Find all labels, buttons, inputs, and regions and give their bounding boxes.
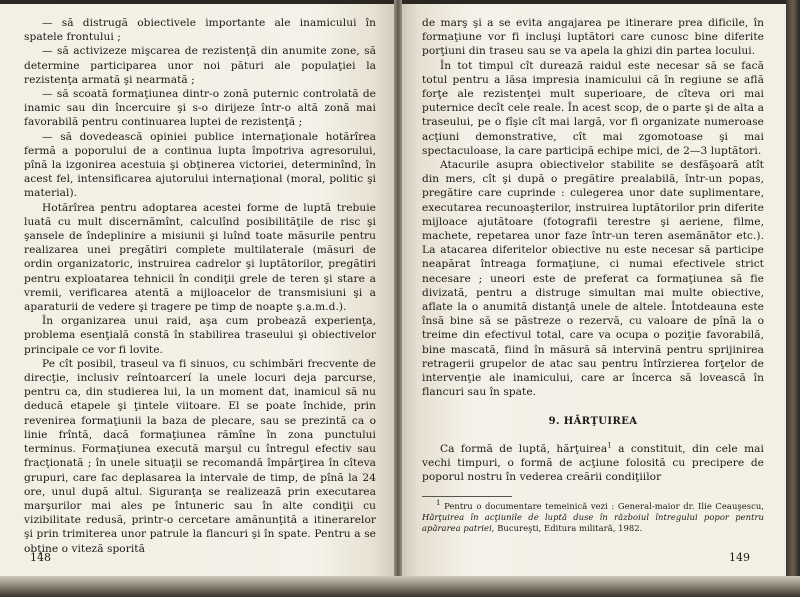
- footnote-marker: 1: [436, 499, 441, 508]
- left-page: [0, 4, 398, 576]
- footnote-title: Hărţuirea în acţiunile de luptă duse în războiul întregului popor pentru apărarea patriei: [422, 512, 764, 534]
- page-stack-edge: [0, 576, 800, 597]
- section-paragraph-rest: a constituit, din cele mai vechi timpuri, o formă de acţiune folosită cu precipere de poporul nostru în vederea creării condiţiilor: [422, 442, 764, 484]
- page-number-left: 148: [30, 551, 51, 564]
- footnote: [422, 501, 764, 534]
- section-heading: 9. HĂRŢUIREA: [548, 416, 638, 428]
- paragraph: de marş şi a se evita angajarea pe itinerare prea dificile, în formaţiune vor fi incluşi luptători care cunosc bine diferite porţiuni din traseu sau se va apela la ghizi din partea locului.: [422, 17, 764, 58]
- footnote-suffix: , Bucureşti, Editura militară, 1982.: [491, 523, 643, 534]
- section-paragraph: [422, 442, 764, 485]
- paragraph: — să scoată formaţiunea dintr-o zonă puternic controlată de inamic sau din încercuire şi s-o dirijeze într-o altă zonă mai favorabilă pentru continuarea luptei de rezistenţă ;: [24, 88, 376, 129]
- paragraph: În tot timpul cît durează raidul este necesar să se facă totul pentru a lăsa impresia inamicului că în regiune se află forţe ale rezistenţei mult superioare, de cîteva ori mai puternice decît cele reale. În acest scop, de o parte şi de alta a traseului, pe o fîşie cît mai largă, vor fi organizate numeroase acţiuni demonstrative, cît mai zgomotoase şi mai spectaculoase, la care participă echipe mici, de 2—3 luptători.: [422, 59, 764, 157]
- paragraph: — să distrugă obiectivele importante ale inamicului în spatele frontului ;: [24, 17, 376, 44]
- book-gutter: [394, 0, 402, 597]
- paragraph: Hotărîrea pentru adoptarea acestei forme de luptă trebuie luată cu mult discernămînt, calculînd posibilităţile de risc şi şansele de îndeplinire a misiunii şi luînd toate măsurile pentru realizarea unei pregătiri complete multilaterale (măsuri de ordin organizatoric, instruirea cadrelor şi luptătorilor, pregătiri pentru exploatarea tehnicii în condiţii grele de teren şi stare a vremii, verificarea atentă a mijloacelor de transmisiuni şi a aparaturii de vedere şi tragere pe timp de noapte ş.a.m.d.).: [24, 201, 376, 314]
- paragraph: — să dovedească opiniei publice internaţionale hotărîrea fermă a poporului de a continua lupta împotriva agresorului, pînă la izgonirea acestuia şi obţinerea victoriei, determinînd, în acest fel, intensificarea ajutorului internaţional (moral, politic şi material).: [24, 130, 376, 200]
- paragraph: — să activizeze mişcarea de rezistenţă din anumite zone, să determine participarea unor noi pături ale populaţiei la rezistenţa armată şi nearmată ;: [24, 45, 376, 86]
- book-cover-edge: [786, 0, 800, 597]
- right-page-text: [422, 16, 764, 534]
- right-page: [398, 4, 786, 576]
- paragraph: Pe cît posibil, traseul va fi sinuos, cu schimbări frecvente de direcţie, inclusiv reîntoarcerí la unele locuri deja parcurse, pentru ca, din studierea lui, la un moment dat, inamicul să nu deducă etapele şi ţintele viitoare. El se poate închide, prin revenirea formaţiunii la baza de plecare, sau se prezintă ca o linie frîntă, dacă formaţiunea rămîne în zona punctului terminus. Formaţiunea execută marşul cu întregul efectiv sau fracţionată ; în unele situaţii se recomandă împărţirea în cîteva grupuri, care fac deplasarea la intervale de timp, de pînă la 24 ore, unul după altul. Siguranţa se realizează prin executarea marşurilor mai ales pe întuneric sau în alte condiţii cu vizibilitate redusă, printr-o cercetare amănunţită a itinerarelor şi prin trimiterea unor patrule la flancuri şi în spate. Pentru a se obţine o viteză sporită: [24, 357, 376, 555]
- footnote-reference: 1: [607, 441, 612, 450]
- footnote-divider: [422, 496, 512, 497]
- paragraph: În organizarea unui raid, aşa cum probează experienţa, problema esenţială constă în stabilirea traseului şi obiectivelor principale ce vor fi lovite.: [24, 315, 376, 356]
- footnote-prefix: Pentru o documentare temeinică vezi : General-maior dr. Ilie Ceauşescu,: [440, 501, 764, 512]
- page-number-right: 149: [729, 551, 750, 564]
- paragraph: Atacurile asupra obiectivelor stabilite se desfăşoară atît din mers, cît şi după o pregătire prealabilă, într-un popas, pregătire care cuprinde : culegerea unor date suplimentare, executarea recunoaşterilor, instruirea luptătorilor prin diferite mijloace ajutătoare (fotografii terestre şi aeriene, filme, machete, repetarea unor faze într-un teren asemănător etc.). La atacarea diferitelor obiective nu este necesar să participe neapărat întreaga formaţiune, ci numai efectivele strict necesare ; uneori este de preferat ca formaţiunea să fie divizată, pentru a distruge simultan mai multe obiective, aflate la o anumită distanţă unele de altele. Întotdeauna este însă bine să se păstreze o rezervă, cu valoare de pînă la o treime din efectivul total, care va ocupa o poziţie favorabilă, bine mascată, fiind în măsură să intervină pentru sprijinirea retragerii grupelor de atac sau pentru întîrzierea forţelor de intervenţie ale inamicului, care ar încerca să lovească în flancuri sau în spate.: [422, 159, 764, 399]
- left-page-text: [24, 16, 376, 556]
- section-paragraph-start: Ca formă de luptă, hărţuirea: [440, 442, 608, 455]
